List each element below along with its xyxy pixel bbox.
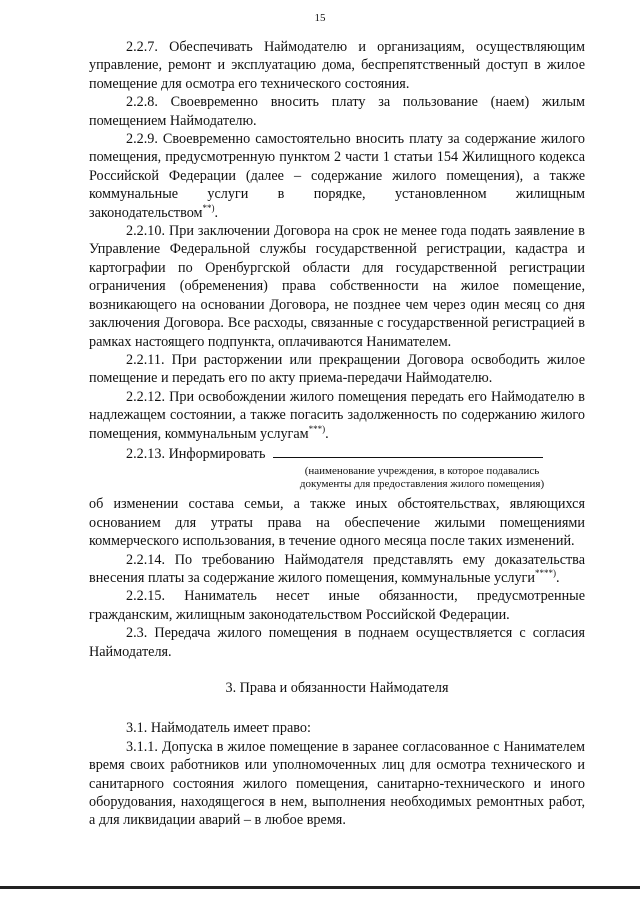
inform-blank-field	[273, 443, 543, 458]
section-heading: 3. Права и обязанности Наймодателя	[225, 680, 449, 696]
paragraph-2-2-9: 2.2.9. Своевременно самостоятельно вносить плату за содержание жилого помещения, предусмотренную пунктом 2 части 1 статьи 154 Жилищного кодекса Российской Федерации (далее – содержание жилого помещения), а также коммунальные услуги в порядке, установленном жилищным законодательством**).	[89, 131, 585, 221]
paragraph-3-1-1: 3.1.1. Допуска в жилое помещение в заранее согласованное с Нанимателем время своих работников или уполномоченных лиц для осмотра технического и санитарного состояния жилого помещения, санитарно-технического и иного оборудования, находящегося в нем, выполнения необходимых ремонтных работ, а для ликвидации аварий – в любое время.	[89, 738, 585, 829]
paragraph-2-2-8: 2.2.8. Своевременно вносить плату за пользование (наем) жилым помещением Наймодателю.	[89, 94, 585, 129]
paragraph-2-2-15: 2.2.15. Наниматель несет иные обязанности, предусмотренные гражданским, жилищным законодательством Российской Федерации.	[89, 588, 585, 623]
paragraph-2-2-12: 2.2.12. При освобождении жилого помещения передать его Наймодателю в надлежащем состоянии, а также погасить задолженность по содержанию жилого помещения, коммунальным услугам***).	[89, 388, 585, 442]
paragraph-3-1: 3.1. Наймодатель имеет право:	[126, 720, 311, 737]
page-number: 15	[314, 12, 326, 24]
footer-divider	[0, 886, 640, 889]
inform-line	[89, 443, 585, 463]
paragraph-2-2-11: 2.2.11. При расторжении или прекращении Договора освободить жилое помещение и передать его по акту приема-передачи Наймодателю.	[89, 351, 585, 387]
footnote-mark: **)	[202, 202, 215, 213]
paragraph-2-2-7: 2.2.7. Обеспечивать Наймодателю и организациям, осуществляющим управление, ремонт и эксплуатацию дома, беспрепятственный доступ в жилое помещение для осмотра его технического состояния.	[89, 39, 585, 92]
paragraph-2-3: 2.3. Передача жилого помещения в поднаем осуществляется с согласия Наймодателя.	[89, 625, 585, 660]
inform-caption: (наименование учреждения, в которое подавались документы для предоставления жилого помещения)	[299, 465, 545, 491]
footnote-mark: ***)	[308, 423, 326, 434]
document-body	[89, 38, 585, 830]
paragraph-2-2-10: 2.2.10. При заключении Договора на срок не менее года подать заявление в Управление Федеральной службы государственной регистрации, кадастра и картографии по Оренбургской области для государственной регистрации ограничения (обременения) права собственности на жилое помещение, возникающего на основании Договора, не позднее чем через один месяц со дня заключения Договора. Все расходы, связанные с государственной регистрацией в рамках настоящего подпункта, оплачиваются Нанимателем.	[89, 223, 585, 350]
paragraph-2-2-14: 2.2.14. По требованию Наймодателя представлять ему доказательства внесения платы за содержание жилого помещения, коммунальные услуги****).	[89, 551, 585, 586]
inform-label: 2.2.13. Информировать	[126, 445, 266, 462]
inform-continuation: об изменении состава семьи, а также иных обстоятельствах, являющихся основанием для утраты права на обеспечение жилыми помещениями коммерческого использования, в течение одного месяца после таких изменений.	[89, 496, 585, 550]
footnote-mark: ****)	[534, 567, 556, 578]
